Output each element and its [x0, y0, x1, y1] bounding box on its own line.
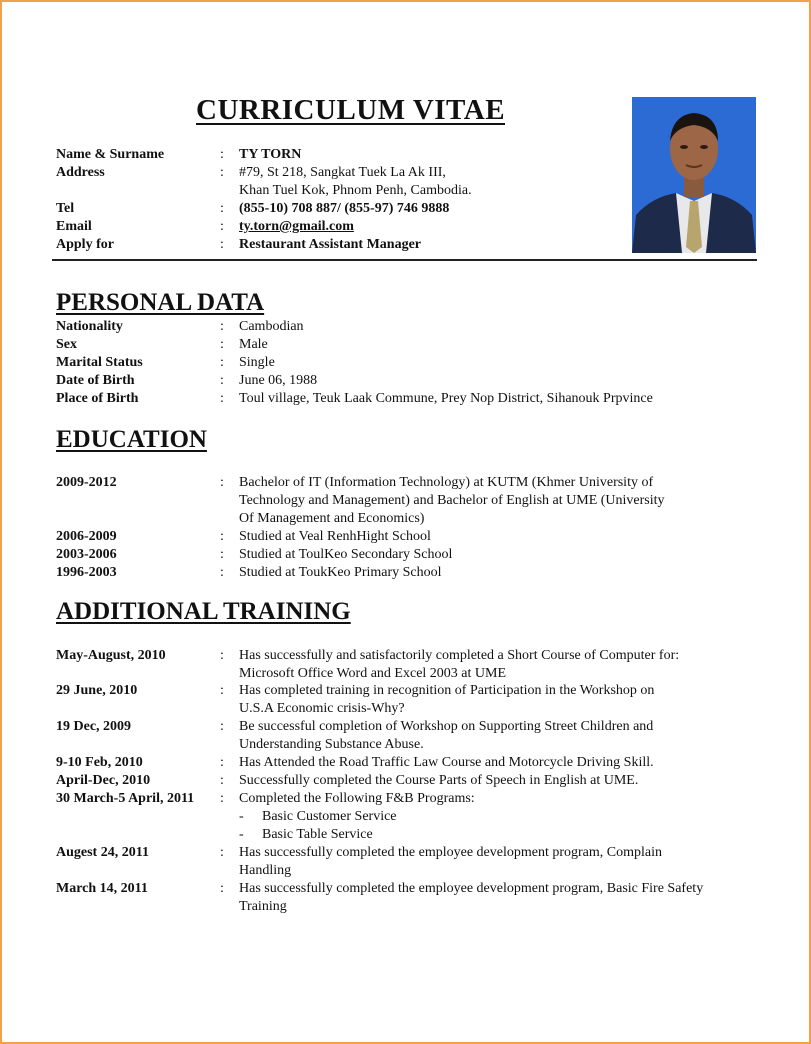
row-label: 19 Dec, 2009 [56, 719, 132, 734]
row-value: Bachelor of IT (Information Technology) at KUTM (Khmer University of Technology and Management) and Bachelor of English at UME (University Of Management and Economics) [239, 475, 665, 526]
row-value: Be successful completion of Workshop on Supporting Street Children and Understanding Substance Abuse. [239, 719, 654, 752]
row-value: Toul village, Teuk Laak Commune, Prey Nop District, Sihanouk Prpvince [239, 391, 653, 406]
row-value: Studied at ToukKeo Primary School [239, 565, 442, 580]
colon: : [220, 337, 224, 352]
row-label: Sex [56, 337, 77, 352]
colon: : [220, 319, 224, 334]
contact-value: TY TORN [239, 147, 302, 162]
row-label: 2009-2012 [56, 475, 117, 490]
document-title: CURRICULUM VITAE [196, 94, 506, 126]
row-label: Marital Status [56, 355, 143, 370]
row-value: Single [239, 355, 275, 370]
row-value: Male [239, 337, 268, 352]
row-label: 30 March-5 April, 2011 [56, 791, 195, 806]
contact-label: Apply for [56, 237, 114, 252]
row-label: 29 June, 2010 [56, 683, 138, 698]
row-value: Has successfully and satisfactorily completed a Short Course of Computer for: Microsoft Office Word and Excel 2003 at UME [239, 648, 680, 681]
colon: : [220, 147, 224, 162]
contact-label: Address [56, 165, 105, 180]
colon: : [220, 755, 224, 770]
contact-value: #79, St 218, Sangkat Tuek La Ak III, Khan Tuel Kok, Phnom Penh, Cambodia. [239, 165, 472, 198]
row-value: Has completed training in recognition of Participation in the Workshop on U.S.A Economic crisis-Why? [239, 683, 655, 716]
row-value: Has successfully completed the employee development program, Basic Fire Safety Training [239, 881, 704, 914]
contact-label: Tel [56, 201, 75, 216]
section-heading-personal-data: PERSONAL DATA [56, 289, 265, 316]
colon: : [220, 845, 224, 860]
person-portrait-icon [632, 97, 756, 253]
colon: : [220, 881, 224, 896]
row-value: June 06, 1988 [239, 373, 318, 388]
row-value: Cambodian [239, 319, 304, 334]
row-label: April-Dec, 2010 [56, 773, 151, 788]
colon: : [220, 719, 224, 734]
colon: : [220, 648, 224, 663]
row-value: Studied at Veal RenhHight School [239, 529, 431, 544]
row-value: Successfully completed the Course Parts of Speech in English at UME. [239, 773, 639, 788]
contact-value: Restaurant Assistant Manager [239, 237, 421, 252]
row-label: Augest 24, 2011 [56, 845, 149, 860]
colon: : [220, 219, 224, 234]
row-label: Place of Birth [56, 391, 139, 406]
colon: : [220, 565, 224, 580]
row-label: 2006-2009 [56, 529, 117, 544]
bullet-item: - Basic Customer Service [239, 809, 397, 824]
colon: : [220, 773, 224, 788]
email-link[interactable]: ty.torn@gmail.com [239, 219, 354, 234]
contact-value: (855-10) 708 887/ (855-97) 746 9888 [239, 201, 450, 216]
row-label: 9-10 Feb, 2010 [56, 755, 143, 770]
contact-label: Email [56, 219, 92, 234]
section-heading-education: EDUCATION [56, 426, 207, 453]
colon: : [220, 475, 224, 490]
contact-label: Name & Surname [56, 147, 165, 162]
colon: : [220, 391, 224, 406]
colon: : [220, 165, 224, 180]
colon: : [220, 373, 224, 388]
colon: : [220, 529, 224, 544]
row-label: Nationality [56, 319, 123, 334]
colon: : [220, 683, 224, 698]
row-value: Has successfully completed the employee development program, Complain Handling [239, 845, 662, 878]
row-label: 1996-2003 [56, 565, 117, 580]
colon: : [220, 355, 224, 370]
colon: : [220, 201, 224, 216]
row-label: 2003-2006 [56, 547, 117, 562]
row-value: Studied at ToulKeo Secondary School [239, 547, 453, 562]
profile-photo [632, 97, 756, 253]
row-label: March 14, 2011 [56, 881, 148, 896]
row-value: Has Attended the Road Traffic Law Course and Motorcycle Driving Skill. [239, 755, 654, 770]
section-heading-additional-training: ADDITIONAL TRAINING [56, 598, 351, 625]
bullet-item: - Basic Table Service [239, 827, 373, 842]
header-divider [52, 259, 757, 261]
colon: : [220, 547, 224, 562]
colon: : [220, 791, 224, 806]
row-label: May-August, 2010 [56, 648, 166, 663]
colon: : [220, 237, 224, 252]
row-label: Date of Birth [56, 373, 135, 388]
row-value: Completed the Following F&B Programs: - Basic Customer Service - Basic Table Service [239, 791, 475, 842]
